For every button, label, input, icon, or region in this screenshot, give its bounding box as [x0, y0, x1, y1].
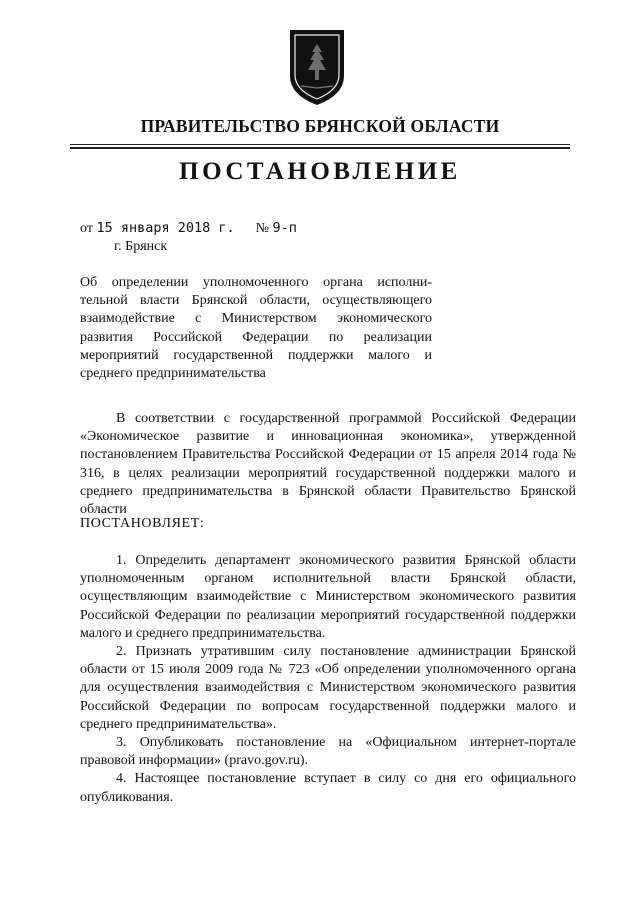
- organization-title: ПРАВИТЕЛЬСТВО БРЯНСКОЙ ОБЛАСТИ: [140, 116, 500, 136]
- decree-item: 4. Настоящее постановление вступает в силу со дня его официального опубликования.: [80, 771, 576, 805]
- document-type-title: ПОСТАНОВЛЕНИЕ: [179, 158, 461, 185]
- preamble-block: [80, 410, 576, 519]
- subject-line: развития Российской Федерации по реализации: [80, 329, 432, 345]
- decree-items: [80, 552, 576, 807]
- header-divider-thin: [70, 144, 570, 145]
- date-number-line: [80, 220, 297, 237]
- subject-line: взаимодействие с Министерством экономического: [80, 311, 432, 327]
- decree-item: 1. Определить департамент экономического развития Брянской области уполномоченным органом исполнительной власти Брянской области, осуществляющим взаимодействие с Министерством экономического развития Российской Федерации по реализации мероприятий государственной поддержки малого и среднего предпринимательства.: [80, 553, 576, 641]
- subject-line: мероприятий государственной поддержки малого и: [80, 347, 432, 363]
- date-prefix: от: [80, 221, 93, 236]
- decree-item: 3. Опубликовать постановление на «Официальном интернет-портале правовой информации» (pravo.gov.ru).: [80, 735, 576, 769]
- preamble-paragraph: В соответствии с государственной программой Российской Федерации «Экономическое развитие и инновационная экономика», утвержденной постановлением Правительства Российской Федерации от 15 апреля 2014 года № 316, в целях реализации мероприятий государственной поддержки малого и среднего предпринимательства в Брянской области Правительство Брянской области: [80, 411, 576, 518]
- document-place: г. Брянск: [114, 239, 168, 254]
- header-divider-thick: [70, 147, 570, 149]
- brjansk-coat-of-arms-icon: [286, 28, 348, 106]
- subject-line: среднего предпринимательства: [80, 366, 266, 382]
- decree-verb: ПОСТАНОВЛЯЕТ:: [80, 516, 205, 531]
- document-date: 15 января 2018 г.: [96, 220, 235, 236]
- subject-line: тельной власти Брянской области, осуществляющего: [80, 293, 432, 309]
- number-prefix: №: [255, 221, 269, 236]
- subject-line: Об определении уполномоченного органа исполни-: [80, 275, 432, 290]
- document-subject: [80, 274, 432, 383]
- decree-item: 2. Признать утратившим силу постановление администрации Брянской области от 15 июля 2009 года № 723 «Об определении уполномоченного органа для осуществления взаимодействия с Министерством экономического развития Российской Федерации по вопросам государственной поддержки малого и среднего предпринимательства».: [80, 644, 576, 732]
- document-number: 9-п: [272, 220, 297, 236]
